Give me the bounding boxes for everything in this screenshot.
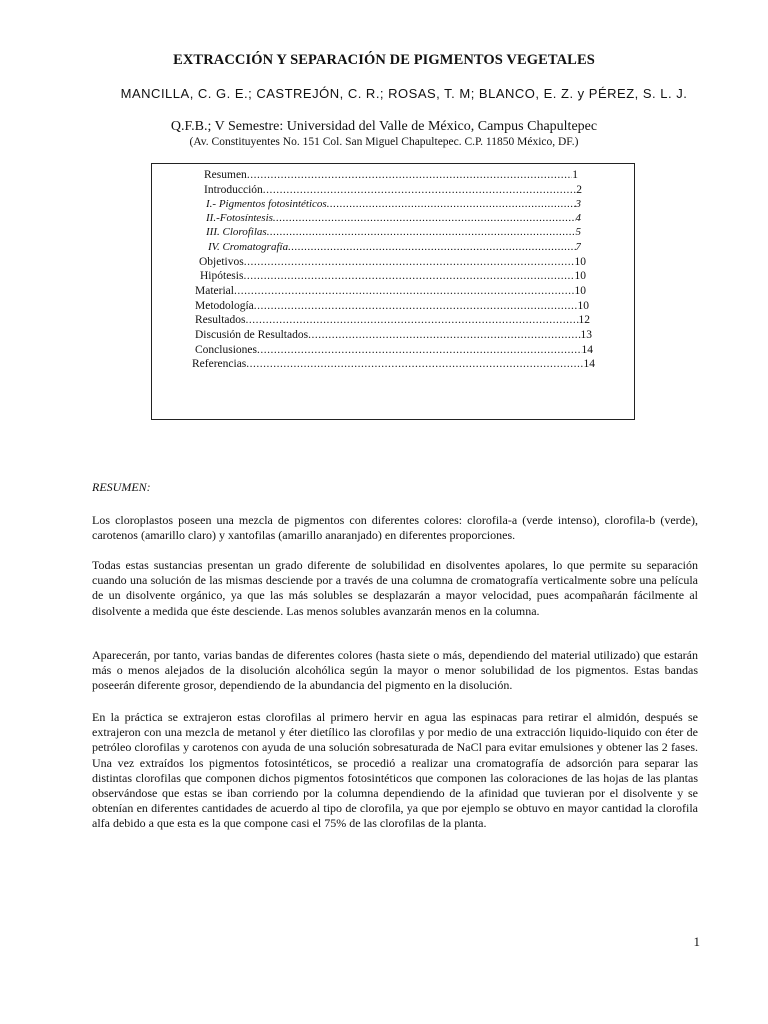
- toc-entry-page: 10: [574, 285, 586, 297]
- toc-entry-cromatografia[interactable]: [208, 240, 581, 254]
- abstract-paragraph: Aparecerán, por tanto, varias bandas de diferentes colores (hasta siete o más, dependiendo del material utilizado) que estarán más o menos alejados de la disolución alcohólica según la mayor o menor solubilidad de los pigmentos. Estas bandas poseerán diferente grosor, dependiendo de la abundancia del pigmento en la disolución.: [92, 648, 698, 693]
- toc-entry-label: Resumen: [204, 169, 247, 181]
- toc-entry-page: 3: [575, 198, 581, 210]
- toc-entry-clorofilas[interactable]: [206, 225, 581, 239]
- toc-entry-referencias[interactable]: [192, 357, 595, 371]
- page-number: 1: [693, 934, 700, 949]
- toc-entry-page: 2: [576, 184, 582, 196]
- paper-title: EXTRACCIÓN Y SEPARACIÓN DE PIGMENTOS VEGETALES: [173, 52, 595, 68]
- toc-entry-resultados[interactable]: [195, 313, 590, 327]
- toc-entry-page: 10: [574, 256, 586, 268]
- toc-entry-page: 10: [574, 270, 586, 282]
- toc-entry-label: Resultados: [195, 314, 246, 326]
- toc-entry-label: Hipótesis: [200, 270, 244, 282]
- toc-entry-label: Objetivos: [199, 256, 244, 268]
- author-list: MANCILLA, C. G. E.; CASTREJÓN, C. R.; ROSAS, T. M; BLANCO, E. Z. y PÉREZ, S. L. J.: [120, 86, 688, 101]
- toc-entry-page: 1: [572, 169, 578, 181]
- toc-entry-page: 14: [583, 358, 595, 370]
- toc-entry-label: Referencias: [192, 358, 247, 370]
- toc-entry-page: 10: [577, 300, 589, 312]
- abstract-paragraph: En la práctica se extrajeron estas clorofilas al primero hervir en agua las espinacas para retirar el almidón, después se extrajeron con una mezcla de metanol y éter dietílico las clorofilas y por medio de una extracción liquido-liquido con éter de petróleo clorofilas y carotenos con ayuda de una solución sobresaturada de NaCl para evitar emulsiones y obtener las 2 fases. Una vez extraídos los pigmentos fotosintéticos, se procedió a realizar una cromatografía de adsorción para separar las distintas clorofilas que componen dichos pigmentos fotosintéticos que componen las coloraciones de las hojas de las plantas observándose que estas se iban corriendo por la columna dependiendo de la afinidad que tuvieran por el disolvente y se obtenían en diferentes cantidades de acuerdo al tipo de clorofila, ya que por ejemplo se obtuvo en mayor cantidad la clorofila alfa debido a que esta es la que compone casi el 75% de las clorofilas de la planta.: [92, 710, 698, 831]
- toc-entry-label: Material: [195, 285, 234, 297]
- toc-entry-page: 7: [575, 241, 581, 253]
- toc-entry-page: 14: [581, 344, 593, 356]
- toc-entry-hipotesis[interactable]: [200, 269, 586, 283]
- toc-entry-resumen[interactable]: [204, 168, 578, 182]
- toc-entry-material[interactable]: [195, 284, 586, 298]
- toc-entry-page: 12: [578, 314, 590, 326]
- abstract-paragraph: Todas estas sustancias presentan un grado diferente de solubilidad en disolventes apolares, lo que permite su separación cuando una solución de las mismas desciende por a través de una columna de cromatografía verticalmente sobre una película de un disolvente orgánico, ya que las más solubles se desplazarán a mayor velocidad, pues acompañarán fácilmente al disolvente a medida que éste desciende. Las menos solubles avanzarán menos en la columna.: [92, 558, 698, 618]
- toc-entry-pigmentos[interactable]: [206, 197, 581, 211]
- toc-entry-metodologia[interactable]: [195, 299, 589, 313]
- toc-entry-page: 4: [575, 212, 581, 224]
- toc-entry-page: 5: [575, 226, 581, 238]
- toc-entry-discusion[interactable]: [195, 328, 592, 342]
- address: (Av. Constituyentes No. 151 Col. San Miguel Chapultepec. C.P. 11850 México, DF.): [189, 136, 579, 148]
- toc-entry-label: III. Clorofilas: [206, 226, 267, 238]
- toc-entry-page: 13: [580, 329, 592, 341]
- toc-entry-introduccion[interactable]: [204, 183, 582, 197]
- abstract-heading: RESUMEN:: [92, 480, 151, 494]
- toc-entry-label: Metodología: [195, 300, 254, 312]
- abstract-paragraph: Los cloroplastos poseen una mezcla de pigmentos con diferentes colores: clorofila-a (verde intenso), clorofila-b (verde), carotenos (amarillo claro) y xantofilas (amarillo anaranjado) en diferentes proporciones.: [92, 513, 698, 543]
- table-of-contents: [151, 163, 635, 420]
- toc-entry-objetivos[interactable]: [199, 255, 586, 269]
- toc-entry-label: II.-Fotosíntesis: [206, 212, 273, 224]
- affiliation: Q.F.B.; V Semestre: Universidad del Valle de México, Campus Chapultepec: [170, 119, 598, 134]
- toc-entry-label: Discusión de Resultados: [195, 329, 309, 341]
- toc-entry-label: I.- Pigmentos fotosintéticos: [206, 198, 327, 210]
- toc-entry-fotosintesis[interactable]: [206, 211, 581, 225]
- toc-entry-label: IV. Cromatografía: [208, 241, 289, 253]
- toc-entry-label: Introducción: [204, 184, 263, 196]
- toc-entry-label: Conclusiones: [195, 344, 257, 356]
- toc-entry-conclusiones[interactable]: [195, 343, 593, 357]
